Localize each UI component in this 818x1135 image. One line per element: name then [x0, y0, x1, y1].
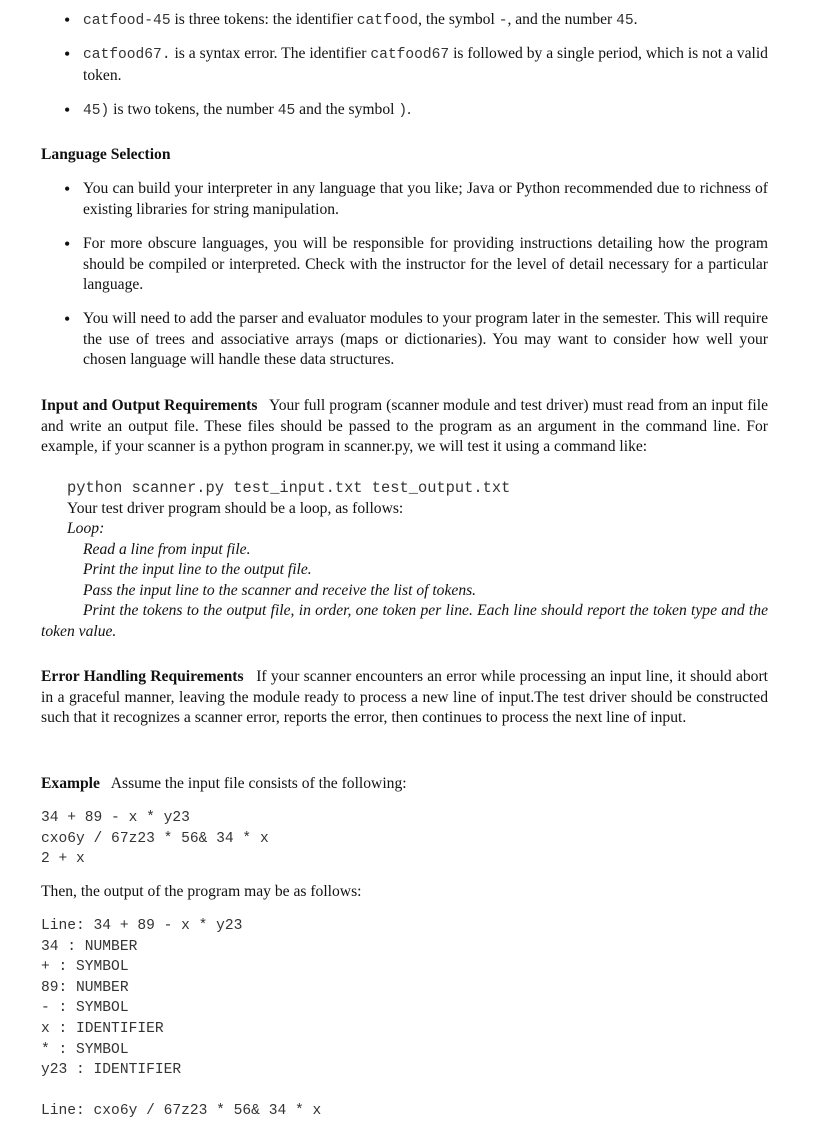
loop-step: Pass the input line to the scanner and receive the list of tokens.	[83, 582, 477, 599]
code-line: 89: NUMBER	[41, 979, 129, 996]
token-examples-list-2	[41, 44, 768, 86]
code-line	[41, 1081, 768, 1102]
error-handling-paragraph: Error Handling Requirements If your scanner encounters an error while processing an input line, it should abort in a graceful manner, leaving the module ready to process a new line of input.The test driver should be constructed such that it recognizes a scanner error, reports the error, then continues to process the next line of input.	[41, 668, 768, 726]
code-line: y23 : IDENTIFIER	[41, 1062, 182, 1079]
loop-step: Read a line from input file.	[83, 541, 251, 558]
list-item: • 45) is two tokens, the number 45 and the symbol ).	[41, 100, 768, 122]
list-item: • For more obscure languages, you will be responsible for providing instructions detailing how the program should be compiled or interpreted. Check with the instructor for the level of detail necessary for a particular language.	[41, 234, 768, 296]
code-line: - : SYMBOL	[41, 1000, 129, 1017]
loop-label: Loop:	[67, 520, 105, 537]
code-snippet: catfood-45	[83, 13, 171, 29]
list-item: • catfood67. is a syntax error. The identifier catfood67 is followed by a single period, which is not a valid token.	[41, 44, 768, 86]
language-selection-heading: Language Selection	[41, 146, 171, 163]
example-output-code	[41, 916, 768, 1122]
token-examples-list	[41, 10, 768, 32]
code-line: + : SYMBOL	[41, 959, 129, 976]
code-line: * : SYMBOL	[41, 1041, 129, 1058]
example-paragraph: Example Assume the input file consists of the following:	[41, 775, 407, 792]
code-line: Line: 34 + 89 - x * y23	[41, 918, 243, 934]
token-examples-list-3	[41, 100, 768, 122]
io-requirements-heading: Input and Output Requirements	[41, 397, 258, 414]
language-list	[41, 179, 768, 220]
list-item: • catfood-45 is three tokens: the identifier catfood, the symbol -, and the number 45.	[41, 10, 768, 32]
io-requirements-paragraph: Input and Output Requirements Your full program (scanner module and test driver) must read from an input file and write an output file. These files should be passed to the program as an argument in the command line. For example, if your scanner is a python program in scanner.py, we will test it using a command like:	[41, 397, 768, 455]
loop-step: Print the tokens to the output file, in order, one token per line. Each line should report the token type and the token value.	[41, 602, 768, 640]
code-line: 34 : NUMBER	[41, 938, 138, 955]
driver-intro: Your test driver program should be a loop, as follows:	[67, 500, 404, 517]
loop-step: Print the input line to the output file.	[83, 561, 312, 578]
code-line: 34 + 89 - x * y23	[41, 810, 190, 826]
list-item: • You can build your interpreter in any language that you like; Java or Python recommended due to richness of existing libraries for string manipulation.	[41, 179, 768, 220]
code-line: cxo6y / 67z23 * 56& 34 * x	[41, 830, 269, 847]
code-line: 2 + x	[41, 851, 85, 868]
error-handling-heading: Error Handling Requirements	[41, 668, 244, 685]
output-intro: Then, the output of the program may be as follows:	[41, 883, 362, 900]
code-line: Line: cxo6y / 67z23 * 56& 34 * x	[41, 1103, 322, 1120]
language-list-2	[41, 234, 768, 296]
code-line: x : IDENTIFIER	[41, 1020, 164, 1037]
example-heading: Example	[41, 775, 100, 792]
command-line: python scanner.py test_input.txt test_output.txt	[67, 479, 511, 497]
example-input-code	[41, 808, 768, 870]
list-item: • You will need to add the parser and evaluator modules to your program later in the semester. This will require the use of trees and associative arrays (maps or dictionaries). You may want to consider how well your chosen language will handle these data structures.	[41, 309, 768, 371]
language-list-3	[41, 309, 768, 371]
